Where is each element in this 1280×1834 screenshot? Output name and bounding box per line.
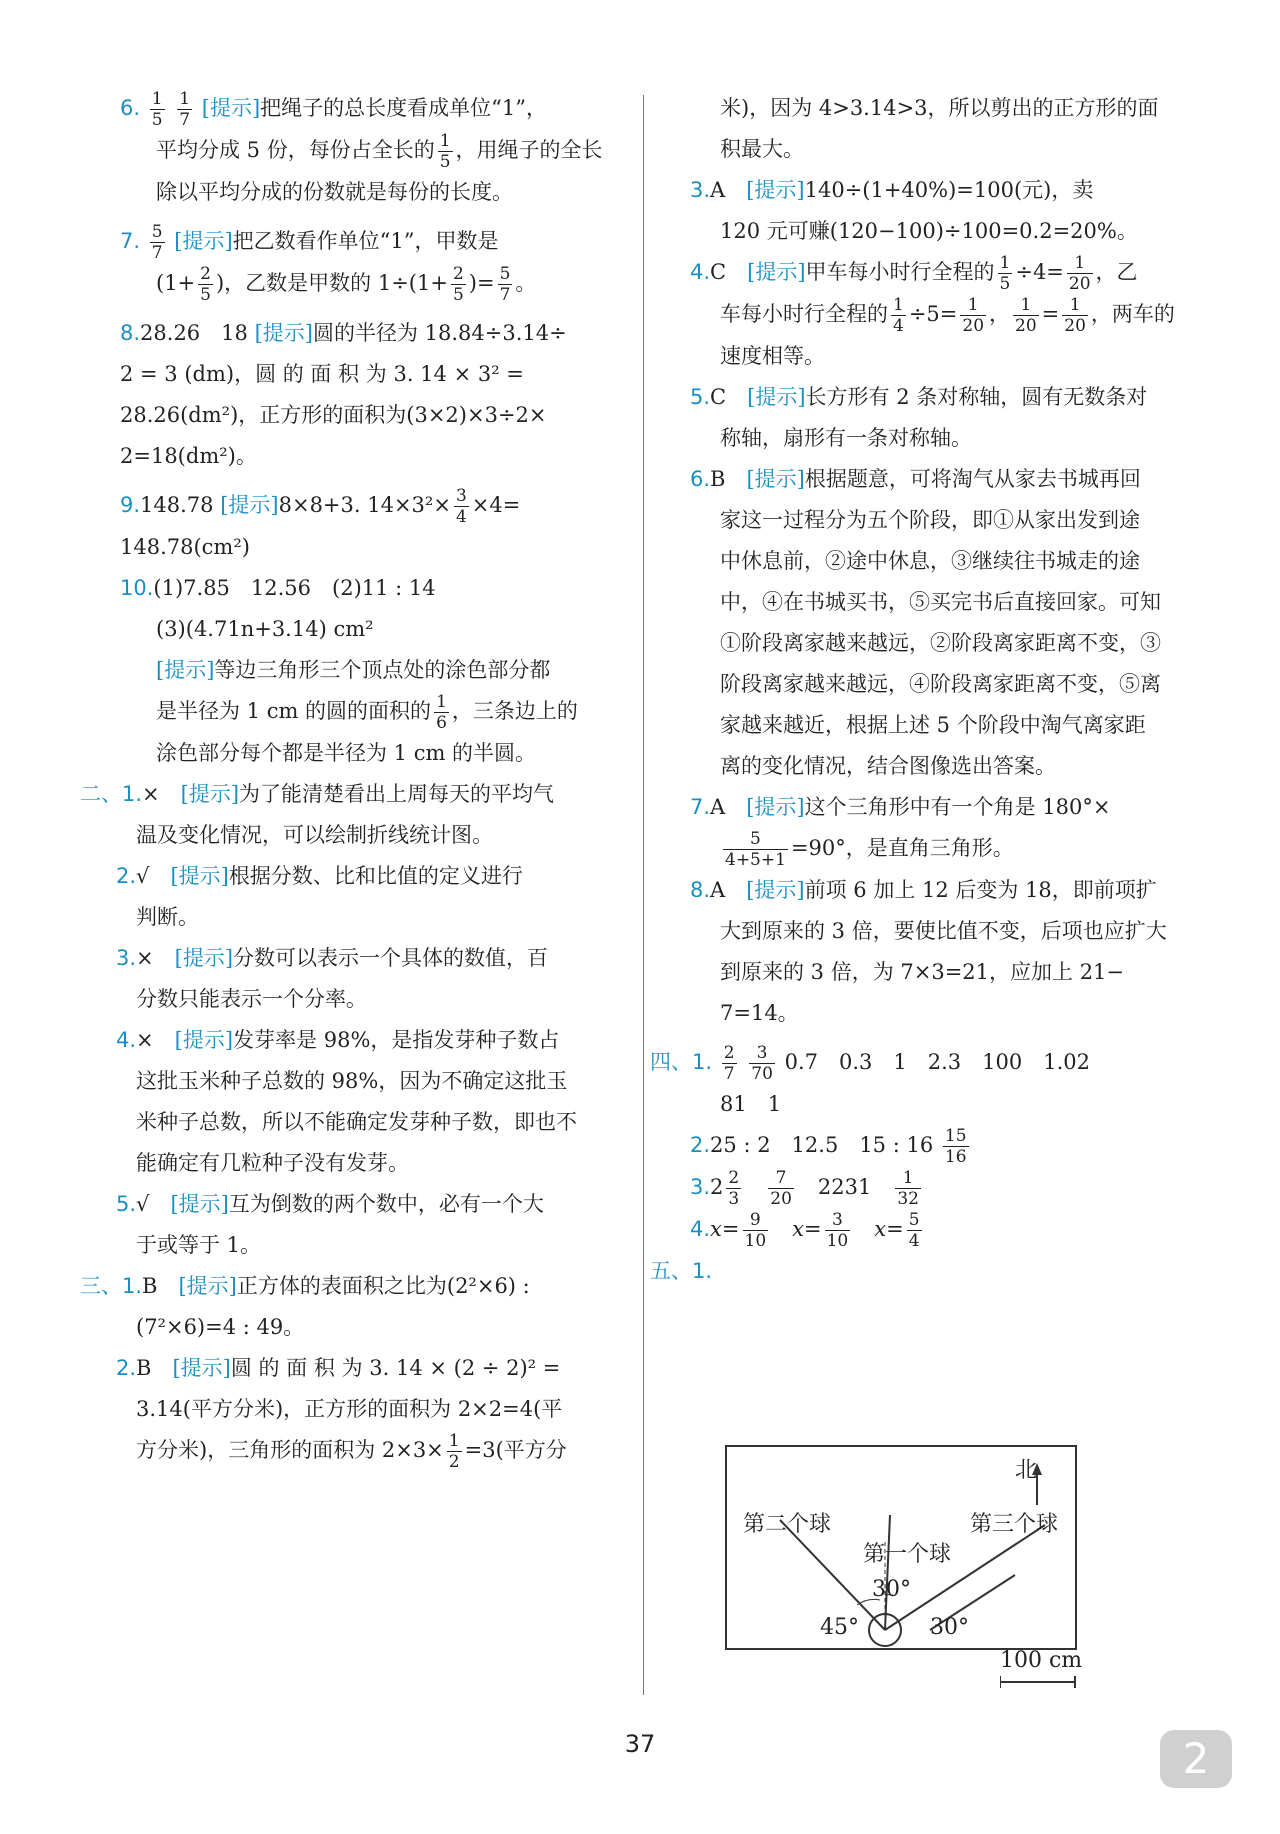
- answer-8: 8.28.26 18 [提示]圆的半径为 18.84÷3.14÷: [120, 321, 567, 345]
- section-4: 四、1. $\frac{2}{7}$ $\frac{3}{70}$ 0.7 0.3 1 2.3 100 1.02 81 1 2.25 : 2 12.5 15 : 16 $\frac{15}{16}$ 3.2 $\frac{2}{3}$ $\frac{7}{20}$ 2231 $\frac{1}{32}$ 4.x= $\frac{9}{10}$ x= $\frac{3}{10}$ x= $\frac{5}{4}$ 五、1.: [650, 1043, 1090, 1283]
- section-3: 三、1.B [提示]正方体的表面积之比为(2²×6) : (7²×6)=4 : 49。 2.B [提示]圆 的 面 积 为 3. 14 × (2 ÷ 2)² = 3.14(平方分米)，正方形的面积为 2×2=4(平 方分米)，三角形的面积为 2×3× $\frac{1}{2}$ =3(平方分: [80, 1274, 567, 1472]
- answer-r6: 6.B [提示]根据题意，可将淘气从家去书城再回: [690, 467, 1141, 491]
- fraction: $\frac{1}{7}$: [179, 89, 191, 130]
- answer-r5: 5.C [提示]长方形有 2 条对称轴，圆有无数条对: [690, 385, 1148, 409]
- angle-45-label: 45°: [820, 1615, 859, 1640]
- answer-6: 6. $\frac{1}{5}$ $\frac{1}{7}$ [提示]把绳子的总长度看成单位“1”，: [120, 89, 547, 130]
- ball-1-label: 第一个球: [863, 1542, 952, 1567]
- angle-30a-label: 30°: [872, 1577, 911, 1602]
- ball-3-label: 第三个球: [970, 1512, 1059, 1537]
- answer-r3: 3.A [提示]140÷(1+40%)=100(元)，卖: [690, 178, 1094, 202]
- right-column: 米)，因为 4>3.14>3，所以剪出的正方形的面 积最大。 3.A [提示]140÷(1+40%)=100(元)，卖 120 元可赚(120−100)÷100=0.2=20%。 4.C [提示]甲车每小时行全程的 $\frac{1}{5}$ ÷4= $\frac{1}{20}$ ，乙 车每小时行全程的 $\frac{1}{4}$ ÷5= $\frac{1}{20}$ ， $\frac{1}{20}$ = $\frac{1}{20}$ ，两车的 速度相等。 5.C [提示]长方形有 2 条对称轴，圆有无数条对 称轴，扇形有一条对称轴。 6.B [提示]根据题意，可将淘气从家去书城再回 家这一过程分为五个阶段，即①从家出发到途 中休息前，②途中休息，③继续往书城走的途 中，④在书城买书，⑤买完书后直接回家。可知 ①阶段离家越来越远，②阶段离家距离不变，③ 阶段离家越来越远，④阶段离家距离不变，⑤离 家越来越近，根据上述 5 个阶段中淘气离家距 离的变化情况，结合图像选出答案。 7.A [提示]这个三角形中有一个角是 180°× $\frac{5}{4+5+1}$ =90°，是直角三角形。 8.A [提示]前项 6 加上 12 后变为 18，即前项扩 大到原来的 3 倍，要使比值不变，后项也应扩大 到原来的 3 倍，为 7×3=21，应加上 21− 7=14。 四、1. $\frac{2}{7}$ $\frac{3}{70}$ 0.7 0.3 1 2.3 100 1.02 81 1 2.25 : 2 12.5 15 : 16 $\frac{15}{16}$ 3.2 $\frac{2}{3}$ $\frac{7}{20}$ 2231 $\frac{1}{32}$ 4.x= $\frac{9}{10}$ x= $\frac{3}{10}$ x= $\frac{5}{4}$ 五、1.: [720, 88, 1200, 1292]
- scale-label: 100 cm: [1000, 1648, 1083, 1673]
- section-2: 二、1.× [提示]为了能清楚看出上周每天的平均气 温及变化情况，可以绘制折线统计图。 2.√ [提示]根据分数、比和比值的定义进行 判断。 3.× [提示]分数可以表示一个具体的数值，百 分数只能表示一个分率。 4.× [提示]发芽率是 98%，是指发芽种子数占 这批玉米种子总数的 98%，因为不确定这批玉 米种子总数，所以不能确定发芽种子数，即也不 能确定有几粒种子没有发芽。 5.√ [提示]互为倒数的两个数中，必有一个大 于或等于 1。: [80, 782, 577, 1257]
- answer-r8: 8.A [提示]前项 6 加上 12 后变为 18，即前项扩: [690, 878, 1157, 902]
- north-label: 北: [1015, 1458, 1038, 1483]
- ray-ball-1: [885, 1515, 890, 1630]
- answer-r4: 4.C [提示]甲车每小时行全程的 $\frac{1}{5}$ ÷4= $\frac{1}{20}$ ，乙: [690, 253, 1138, 294]
- answer-9: 9.148.78 [提示]8×8+3. 14×3²× $\frac{3}{4}$ ×4=: [120, 486, 521, 527]
- answer-10: 10.(1)7.85 12.56 (2)11 : 14: [120, 576, 436, 600]
- scale-bar: [1000, 1676, 1080, 1688]
- fraction: $\frac{1}{5}$: [151, 89, 163, 130]
- answer-7: 7. $\frac{5}{7}$ [提示]把乙数看作单位“1”，甲数是: [120, 222, 499, 263]
- chapter-badge: 2: [1160, 1730, 1232, 1788]
- direction-diagram: [725, 1445, 1080, 1665]
- page-number: 37: [624, 1730, 656, 1758]
- ball-2-label: 第二个球: [743, 1512, 832, 1537]
- column-divider: [643, 95, 644, 1695]
- answer-r7: 7.A [提示]这个三角形中有一个角是 180°×: [690, 795, 1111, 819]
- angle-30b-label: 30°: [930, 1615, 969, 1640]
- left-column: 6. $\frac{1}{5}$ $\frac{1}{7}$ [提示]把绳子的总长度看成单位“1”， 平均分成 5 份，每份占全长的 $\frac{1}{5}$ ，用绳子的全长 除以平均分成的份数就是每份的长度。 7. $\frac{5}{7}$ [提示]把乙数看作单位“1”，甲数是 (1+ $\frac{2}{5}$ )，乙数是甲数的 1÷(1+ $\frac{2}{5}$ )= $\frac{5}{7}$ 。 8.28.26 18 [提示]圆的半径为 18.84÷3.14÷ 2 = 3 (dm)，圆 的 面 积 为 3. 14 × 3² = 28.26(dm²)，正方形的面积为(3×2)×3÷2× 2=18(dm²)。 9.148.78 [提示]8×8+3. 14×3²× $\frac{3}{4}$ ×4= 148.78(cm²) 10.(1)7.85 12.56 (2)11 : 14 (3)(4.71n+3.14) cm² [提示]等边三角形三个顶点处的涂色部分都 是半径为 1 cm 的圆的面积的 $\frac{1}{6}$ ，三条边上的 涂色部分每个都是半径为 1 cm 的半圆。 二、1.× [提示]为了能清楚看出上周每天的平均气 温及变化情况，可以绘制折线统计图。 2.√ [提示]根据分数、比和比值的定义进行 判断。 3.× [提示]分数可以表示一个具体的数值，百 分数只能表示一个分率。 4.× [提示]发芽率是 98%，是指发芽种子数占 这批玉米种子总数的 98%，因为不确定这批玉 米种子总数，所以不能确定发芽种子数，即也不 能确定有几粒种子没有发芽。 5.√ [提示]互为倒数的两个数中，必有一个大 于或等于 1。 三、1.B [提示]正方体的表面积之比为(2²×6) : (7²×6)=4 : 49。 2.B [提示]圆 的 面 积 为 3. 14 × (2 ÷ 2)² = 3.14(平方分米)，正方形的面积为 2×2=4(平 方分米)，三角形的面积为 2×3× $\frac{1}{2}$ =3(平方分: [120, 88, 640, 1472]
